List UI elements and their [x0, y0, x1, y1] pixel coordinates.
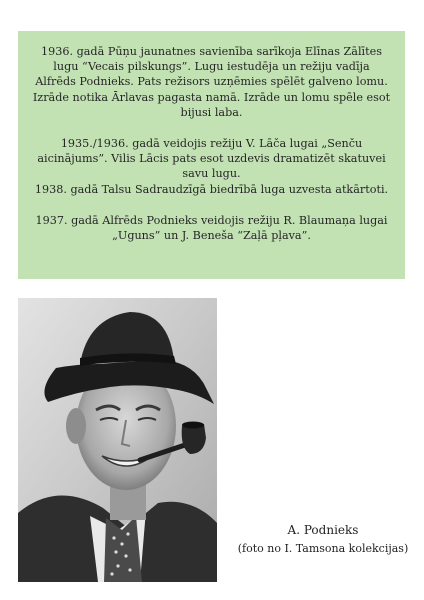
text-box [18, 31, 405, 279]
paragraph-1937-uguns: 1937. gadā Alfrēds Podnieks veidojis režiju R. Blaumaņa lugai „Uguns” un J. Beneša “Zaļā pļava”. [35, 213, 388, 243]
portrait-photo [18, 298, 217, 582]
paragraph-1935-sencu-aicinajums: 1935./1936. gadā veidojis režiju V. Lāča lugai „Senču aicinājums”. Vilis Lācis pats esot uzdevis dramatizēt skatuvei savu lugu. [37, 137, 386, 181]
photo-caption-credit: (foto no I. Tamsona kolekcijas) [237, 542, 409, 555]
paragraph-1938-talsu: 1938. gadā Talsu Sadraudzīgā biedrībā luga uzvesta atkārtoti. [34, 182, 389, 196]
photo-caption-name: A. Podnieks [287, 523, 359, 537]
paragraph-1936-vecais-pilskungs: 1936. gadā Pūņu jaunatnes savienība sarīkoja Elīnas Zālītes lugu “Vecais pilskungs”. Lugu iestudēja un režiju vadīja Alfrēds Podnieks. Pats režisors uzņēmies spēlēt galveno lomu. Izrāde notika Ārlavas pagasta namā. Izrāde un lomu spēle esot bijusi laba. [32, 45, 391, 119]
